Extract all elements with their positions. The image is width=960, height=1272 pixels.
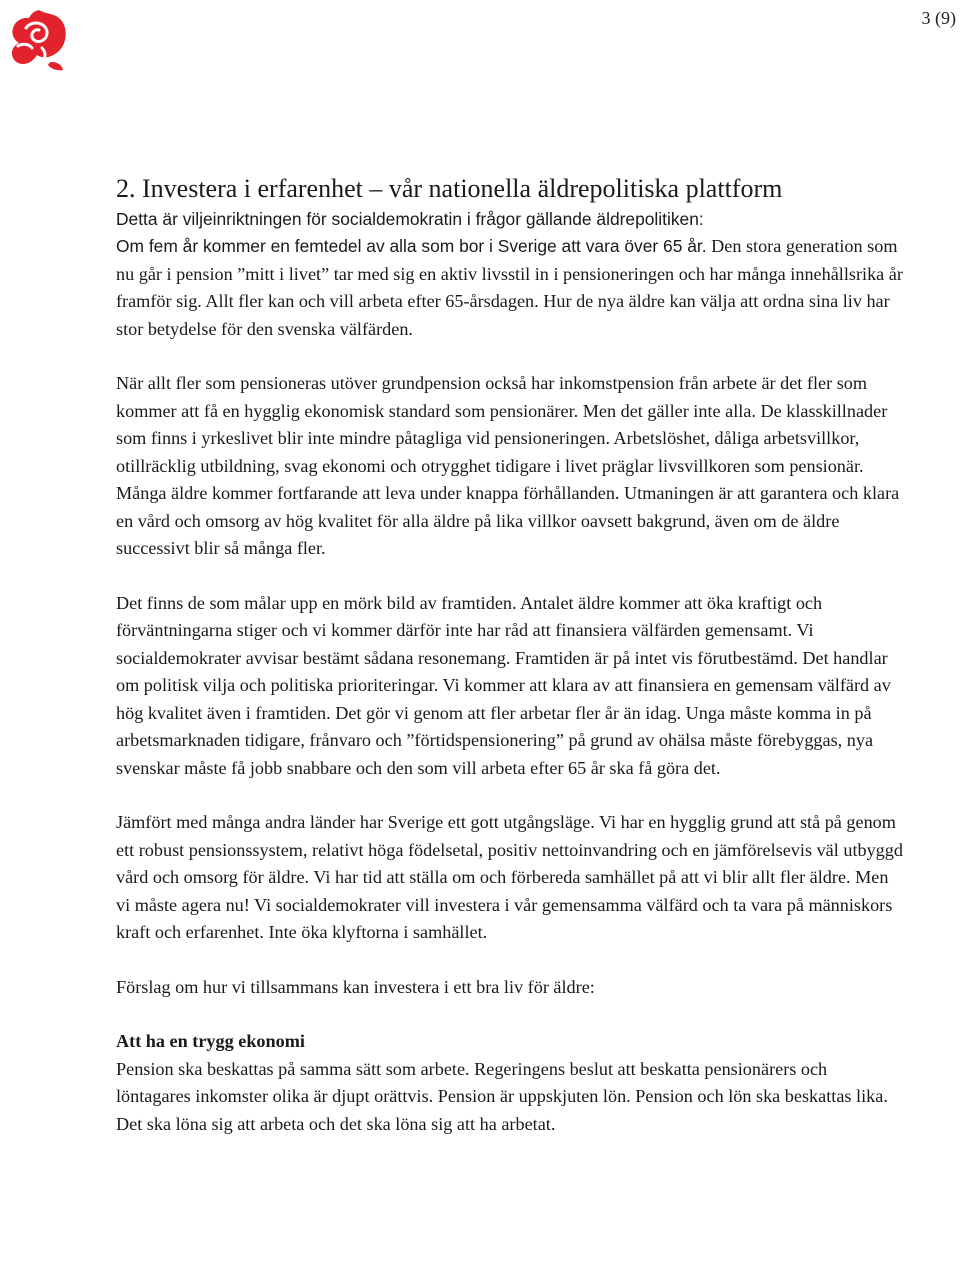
rose-logo-icon [4, 4, 74, 74]
party-logo [4, 4, 74, 74]
page-title: 2. Investera i erfarenhet – vår nationella äldrepolitiska plattform [116, 174, 783, 203]
page-number: 3 (9) [921, 8, 956, 28]
paragraph: Förslag om hur vi tillsammans kan investera i ett bra liv för äldre: [116, 976, 595, 997]
intro-statement: Om fem år kommer en femtedel av alla som bor i Sverige att vara över 65 år. [116, 236, 707, 256]
paragraph-intro [116, 233, 906, 343]
paragraph: Pension ska beskattas på samma sätt som arbete. Regeringens beslut att beskatta pensionärers och löntagares inkomster olika är djupt orättvis. Pension är uppskjuten lön. Pension och lön ska beskattas lika. Det ska löna sig att arbeta och det ska löna sig att ha arbetat. [116, 1058, 888, 1134]
paragraph: Jämfört med många andra länder har Sverige ett gott utgångsläge. Vi har en hygglig grund att stå på genom ett robust pensionssystem, relativt höga födelsetal, positiv nettoinvandring och en jämförelsevis väl utbyggd vård och omsorg för äldre. Vi har tid att ställa om och förbereda samhället på att vi blir allt fler äldre. Men vi måste agera nu! Vi socialdemokrater vill investera i vår gemensamma välfärd och ta vara på människors kraft och erfarenhet. Inte öka klyftorna i samhället. [116, 812, 903, 942]
intro-line: Detta är viljeinriktningen för socialdemokratin i frågor gällande äldrepolitiken: [116, 209, 704, 229]
paragraph: Det finns de som målar upp en mörk bild av framtiden. Antalet äldre kommer att öka kraftigt och förväntningarna stiger och vi kommer därför inte har råd att finansiera välfärden gemensamt. Vi socialdemokrater avvisar bestämt sådana resonemang. Framtiden är på intet vis förutbestämd. Det handlar om politisk vilja och politiska prioriteringar. Vi kommer att klara av att finansiera en gemensam välfärd av hög kvalitet även i framtiden. Det gör vi genom att fler arbetar fler år än idag. Unga måste komma in på arbetsmarknaden tidigare, frånvaro och ”förtidspensionering” på grund av ohälsa måste förebyggas, nya svenskar måste få jobb snabbare och den som vill arbeta efter 65 år ska få göra det. [116, 592, 891, 778]
document-body [116, 172, 906, 1138]
paragraph: När allt fler som pensioneras utöver grundpension också har inkomstpension från arbete är det fler som kommer att få en hygglig ekonomisk standard som pensionärer. Men det gäller inte alla. De klasskillnader som finns i yrkeslivet blir inte mindre påtagliga vid pensioneringen. Arbetslöshet, dåliga arbetsvillkor, otillräcklig utbildning, svag ekonomi och otrygghet tidigare i livet präglar livsvillkoren som pensionär. Många äldre kommer fortfarande att leva under knappa förhållanden. Utmaningen är att garantera och klara en vård och omsorg av hög kvalitet för alla äldre på lika villkor oavsett bakgrund, även om de äldre successivt blir så många fler. [116, 373, 900, 558]
section-heading: Att ha en trygg ekonomi [116, 1031, 305, 1051]
intro-paragraph-text: Den stora generation som nu går i pension ”mitt i livet” tar med sig en aktiv livsstil in i pensioneringen och har många innehållsrika år framför sig. Allt fler kan och vill arbeta efter 65-årsdagen. Hur de nya äldre kan välja att ordna sina liv har stor betydelse för den svenska välfärden. [116, 236, 903, 339]
